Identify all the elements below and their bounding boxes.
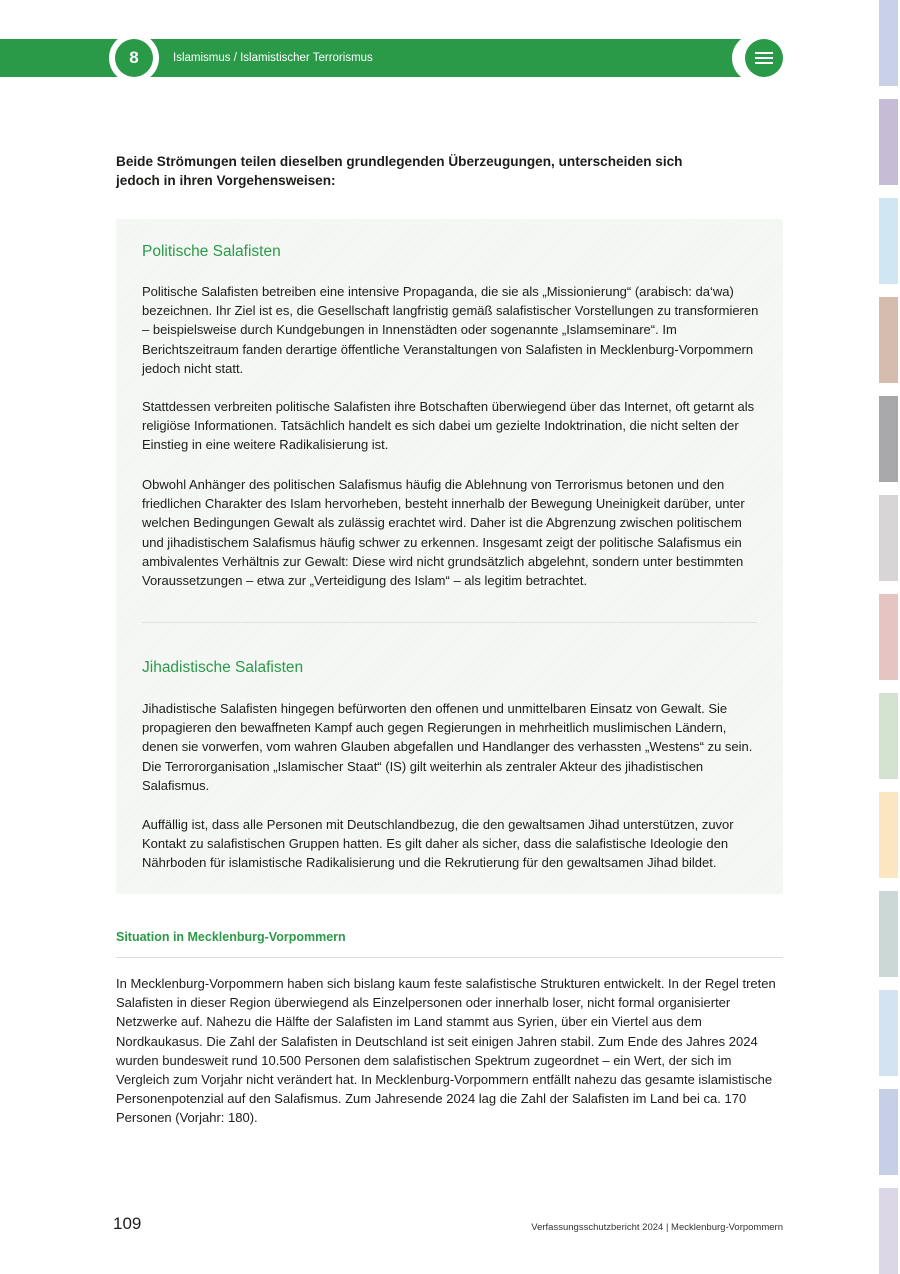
section-paragraph: In Mecklenburg-Vorpommern haben sich bislang kaum feste salafistische Strukturen entwickelt. In der Regel treten Salafisten in dieser Region überwiegend als Einzelpersonen oder innerhalb loser, nicht formal organisierter Netzwerke auf. Nahezu die Hälfte der Salafisten im Land stammt aus Syrien, über ein Viertel aus dem Nordkaukasus. Die Zahl der Salafisten in Deutschland ist seit einigen Jahren stabil. Zum Ende des Jahres 2024 wurden bundesweit rund 10.500 Personen dem salafistischen Spektrum zugeordnet – ein Wert, der sich im Vergleich zum Vorjahr nicht verändert hat. In Mecklenburg-Vorpommern entfällt nahezu das gesamte islamistische Personenpotenzial auf den Salafismus. Zum Jahresende 2024 lag die Zahl der Salafisten im Land bei ca. 170 Personen (Vorjahr: 180). xyxy=(116,976,776,1126)
chapter-badge xyxy=(109,33,159,83)
political-paragraph-2: Stattdessen verbreiten politische Salafisten ihre Botschaften überwiegend über das Internet, oft getarnt als religiöse Informationen. Tatsächlich handelt es sich dabei um gezielte Indoktrination, die nicht selten der Einstieg in eine weitere Radikalisierung ist. xyxy=(142,399,755,453)
chapter-tab[interactable] xyxy=(879,297,898,383)
chapter-tab[interactable] xyxy=(879,99,898,185)
footer-text: Verfassungsschutzbericht 2024 | Mecklenburg-Vorpommern xyxy=(531,1222,783,1233)
political-paragraph-1: Politische Salafisten betreiben eine intensive Propaganda, die sie als „Missionierung“ (arabisch: da‘wa) bezeichnen. Ihr Ziel ist es, die Gesellschaft langfristig gemäß salafistischer Vorstellungen zu transformieren – beispielsweise durch Kundgebungen in Innenstädten oder sogenannte „Islamseminare“. Im Berichtszeitraum fanden derartige öffentliche Veranstaltungen von Salafisten in Mecklenburg-Vorpommern jedoch nicht statt. xyxy=(142,284,759,376)
chapter-tab[interactable] xyxy=(879,1188,898,1274)
chapter-tab[interactable] xyxy=(879,495,898,581)
chapter-tab[interactable] xyxy=(879,990,898,1076)
chapter-tab[interactable] xyxy=(879,594,898,680)
intro-text: Beide Strömungen teilen dieselben grundlegenden Überzeugungen, unterscheiden sich jedoch in ihren Vorgehensweisen: xyxy=(116,154,683,188)
section-heading: Situation in Mecklenburg-Vorpommern xyxy=(116,930,346,944)
jihadist-salafists-heading: Jihadistische Salafisten xyxy=(142,659,304,676)
chapter-tab[interactable] xyxy=(879,198,898,284)
jihadist-paragraph-2: Auffällig ist, dass alle Personen mit Deutschlandbezug, die den gewaltsamen Jihad unterstützen, zuvor Kontakt zu salafistischen Gruppen hatten. Es gilt daher als sicher, dass die salafistische Ideologie den Nährboden für islamistische Radikalisierung und die Rekrutierung für den gewaltsamen Jihad bildet. xyxy=(142,817,734,871)
hamburger-menu-icon[interactable] xyxy=(745,39,783,77)
chapter-tab[interactable] xyxy=(879,396,898,482)
chapter-tab[interactable] xyxy=(879,693,898,779)
political-paragraph-3: Obwohl Anhänger des politischen Salafismus häufig die Ablehnung von Terrorismus betonen und den friedlichen Charakter des Islam hervorheben, besteht innerhalb der Bewegung Uneinigkeit darüber, unter welchen Bedingungen Gewalt als zulässig erachtet wird. Daher ist die Abgrenzung zwischen politischem und jihadistischem Salafismus häufig schwer zu erkennen. Insgesamt zeigt der politische Salafismus ein ambivalentes Verhältnis zur Gewalt: Diese wird nicht grundsätzlich abgelehnt, sondern unter bestimmten Voraussetzungen – etwa zur „Verteidigung des Islam“ – als legitim betrachtet. xyxy=(142,477,745,589)
chapter-tab[interactable] xyxy=(879,891,898,977)
box-divider xyxy=(142,622,757,623)
chapter-tab[interactable] xyxy=(879,792,898,878)
political-salafists-heading: Politische Salafisten xyxy=(142,243,281,260)
chapter-tab[interactable] xyxy=(879,1089,898,1175)
chapter-tab[interactable] xyxy=(879,0,898,86)
header-title: Islamismus / Islamistischer Terrorismus xyxy=(173,52,373,64)
chapter-tabs xyxy=(879,0,900,1272)
page-number: 109 xyxy=(113,1214,142,1233)
section-divider xyxy=(116,957,783,958)
jihadist-paragraph-1: Jihadistische Salafisten hingegen befürworten den offenen und unmittelbaren Einsatz von Gewalt. Sie propagieren den bewaffneten Kampf auch gegen Regierungen in mehrheitlich muslimischen Ländern, denen sie vorwerfen, vom wahren Glauben abgefallen und Handlanger des verhassten „Westens“ zu sein. Die Terrororganisation „Islamischer Staat“ (IS) gilt weiterhin als zentraler Akteur des jihadistischen Salafismus. xyxy=(142,701,753,793)
chapter-number: 8 xyxy=(115,39,153,77)
